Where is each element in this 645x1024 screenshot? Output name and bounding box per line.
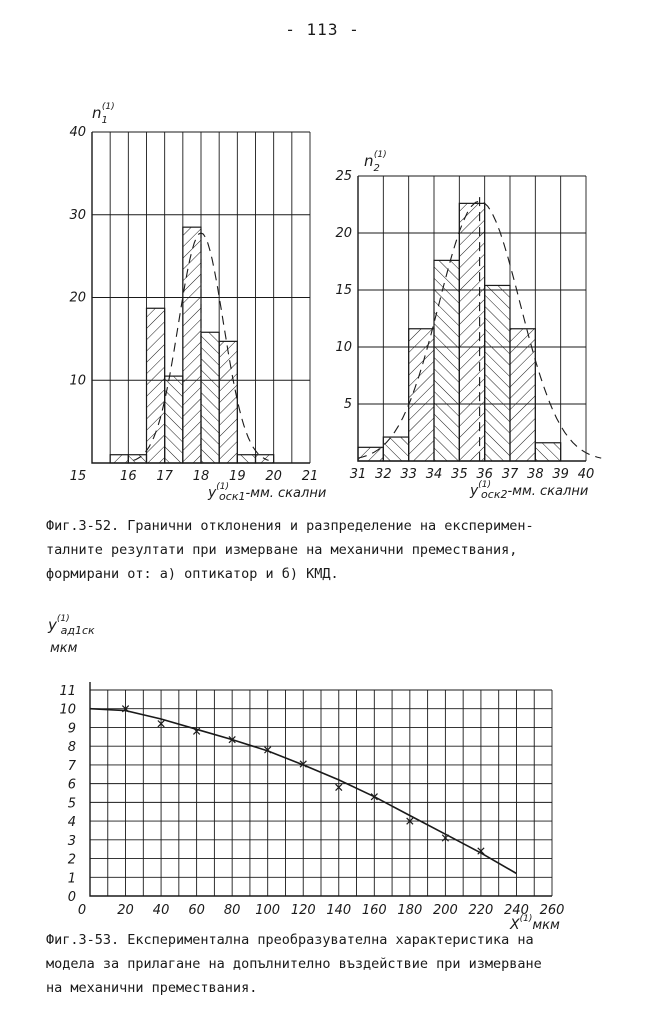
x-tick-label: 36 <box>476 467 493 482</box>
x-tick-label: 140 <box>326 903 352 918</box>
x-axis-label-sup: (1) <box>478 480 492 490</box>
x-tick-label: 31 <box>349 467 367 482</box>
x-axis-label-main: y <box>208 485 217 501</box>
x-axis-label-sub: оск2 <box>481 488 508 501</box>
y-axis-label-sub: ад1ск <box>60 624 95 637</box>
histogram-bar <box>535 443 560 461</box>
grid <box>90 690 552 896</box>
y-tick-label: 7 <box>67 758 76 774</box>
y-axis-label <box>92 102 115 126</box>
y-tick-label: 20 <box>335 226 352 241</box>
y-tick-label: 10 <box>335 340 352 355</box>
x-tick-label: 19 <box>229 469 246 484</box>
y-axis-label-main: y <box>48 616 57 634</box>
x-axis-label-rest: -мм. скални <box>245 486 327 501</box>
x-tick-label: 33 <box>400 467 417 482</box>
x-tick-label: 220 <box>468 903 494 918</box>
x-tick-label: 120 <box>290 903 316 918</box>
y-axis-label-main: n <box>92 104 102 122</box>
y-axis-label <box>364 150 387 174</box>
y-tick-label: 10 <box>69 373 86 389</box>
x-axis-label-main: X <box>510 917 520 933</box>
x-tick-label: 240 <box>504 903 529 918</box>
y-tick-label: 0 <box>67 890 76 905</box>
figure-53-caption: Фиг.3-53. Експериментална преобразувателна характеристика на модела за прилагане на допълнително въздействие при измерване на механични премествания. <box>46 932 542 996</box>
transfer-characteristic-chart <box>0 612 645 932</box>
x-tick-label: 17 <box>156 469 173 484</box>
histogram-bar <box>459 203 484 461</box>
y-tick-label: 5 <box>343 397 352 412</box>
y-tick-label: 2 <box>67 852 76 868</box>
x-tick-label: 200 <box>432 903 458 918</box>
histogram-bar <box>510 329 535 461</box>
histogram-kmd <box>0 150 645 510</box>
y-axis-label-sup: (1) <box>101 102 115 112</box>
y-tick-label: 25 <box>335 169 352 184</box>
y-tick-label: 6 <box>67 777 76 793</box>
x-tick-label: 40 <box>152 903 170 918</box>
y-axis-label-sub: 2 <box>373 163 380 174</box>
y-axis-label-main: n <box>364 152 374 170</box>
x-tick-label: 18 <box>192 469 210 484</box>
x-tick-label: 35 <box>451 467 468 482</box>
x-tick-label: 16 <box>120 469 137 484</box>
y-axis-label-sub: 1 <box>101 115 108 126</box>
x-axis-label <box>469 480 588 501</box>
histogram-bar <box>358 447 383 461</box>
x-tick-label: 160 <box>361 903 387 918</box>
y-tick-label: 30 <box>69 207 86 223</box>
y-tick-label: 9 <box>67 721 76 737</box>
x-tick-label: 21 <box>301 469 319 484</box>
y-tick-label: 20 <box>69 290 86 306</box>
histogram-bar <box>383 437 408 461</box>
y-tick-label: 8 <box>67 740 76 756</box>
x-tick-label: 100 <box>255 903 281 918</box>
y-axis-label-sup: (1) <box>373 150 387 160</box>
histogram-bar <box>434 260 459 461</box>
y-axis-label-sup: (1) <box>56 614 70 624</box>
x-axis-label-main: y <box>470 483 479 499</box>
x-axis-label-rest: -мм. скални <box>507 484 589 499</box>
x-tick-label: 32 <box>375 467 392 482</box>
y-tick-label: 40 <box>69 125 86 140</box>
x-axis-label-sup: (1) <box>216 482 230 492</box>
x-axis-label-sup: (1) <box>519 914 533 924</box>
figure-52-caption: Фиг.3-52. Гранични отклонения и разпределение на експеримен- талните резултати при измерване на механични премествания, формирани от: а) оптикатор и б) КМД. <box>46 518 534 582</box>
y-tick-label: 10 <box>59 702 76 718</box>
page-number: - 113 - <box>285 20 360 39</box>
y-tick-label: 1 <box>67 871 76 887</box>
x-tick-label: 39 <box>552 467 569 482</box>
y-axis-label <box>47 614 95 637</box>
x-tick-label: 40 <box>577 467 595 482</box>
x-tick-label: 60 <box>188 903 205 918</box>
y-tick-label: 4 <box>67 815 76 831</box>
x-tick-label: 34 <box>425 467 443 482</box>
histogram-bar <box>485 285 510 461</box>
x-axis-label-unit: мкм <box>532 918 560 933</box>
x-tick-label: 0 <box>77 903 87 918</box>
x-tick-label: 38 <box>527 467 544 482</box>
y-axis-unit: мкм <box>50 641 78 656</box>
x-tick-label: 37 <box>501 467 519 482</box>
y-tick-label: 3 <box>67 833 76 849</box>
x-tick-label: 180 <box>397 903 423 918</box>
y-tick-label: 5 <box>67 796 76 812</box>
x-tick-label: 80 <box>223 903 241 918</box>
x-axis-label-sub: оск1 <box>219 490 246 503</box>
y-tick-label: 15 <box>335 283 352 298</box>
x-tick-label: 20 <box>117 903 134 918</box>
x-tick-label: 20 <box>265 469 282 484</box>
y-tick-label: 11 <box>59 684 76 699</box>
x-tick-label: 260 <box>539 903 565 918</box>
x-tick-label: 15 <box>69 469 87 484</box>
histogram-bar <box>409 329 434 461</box>
